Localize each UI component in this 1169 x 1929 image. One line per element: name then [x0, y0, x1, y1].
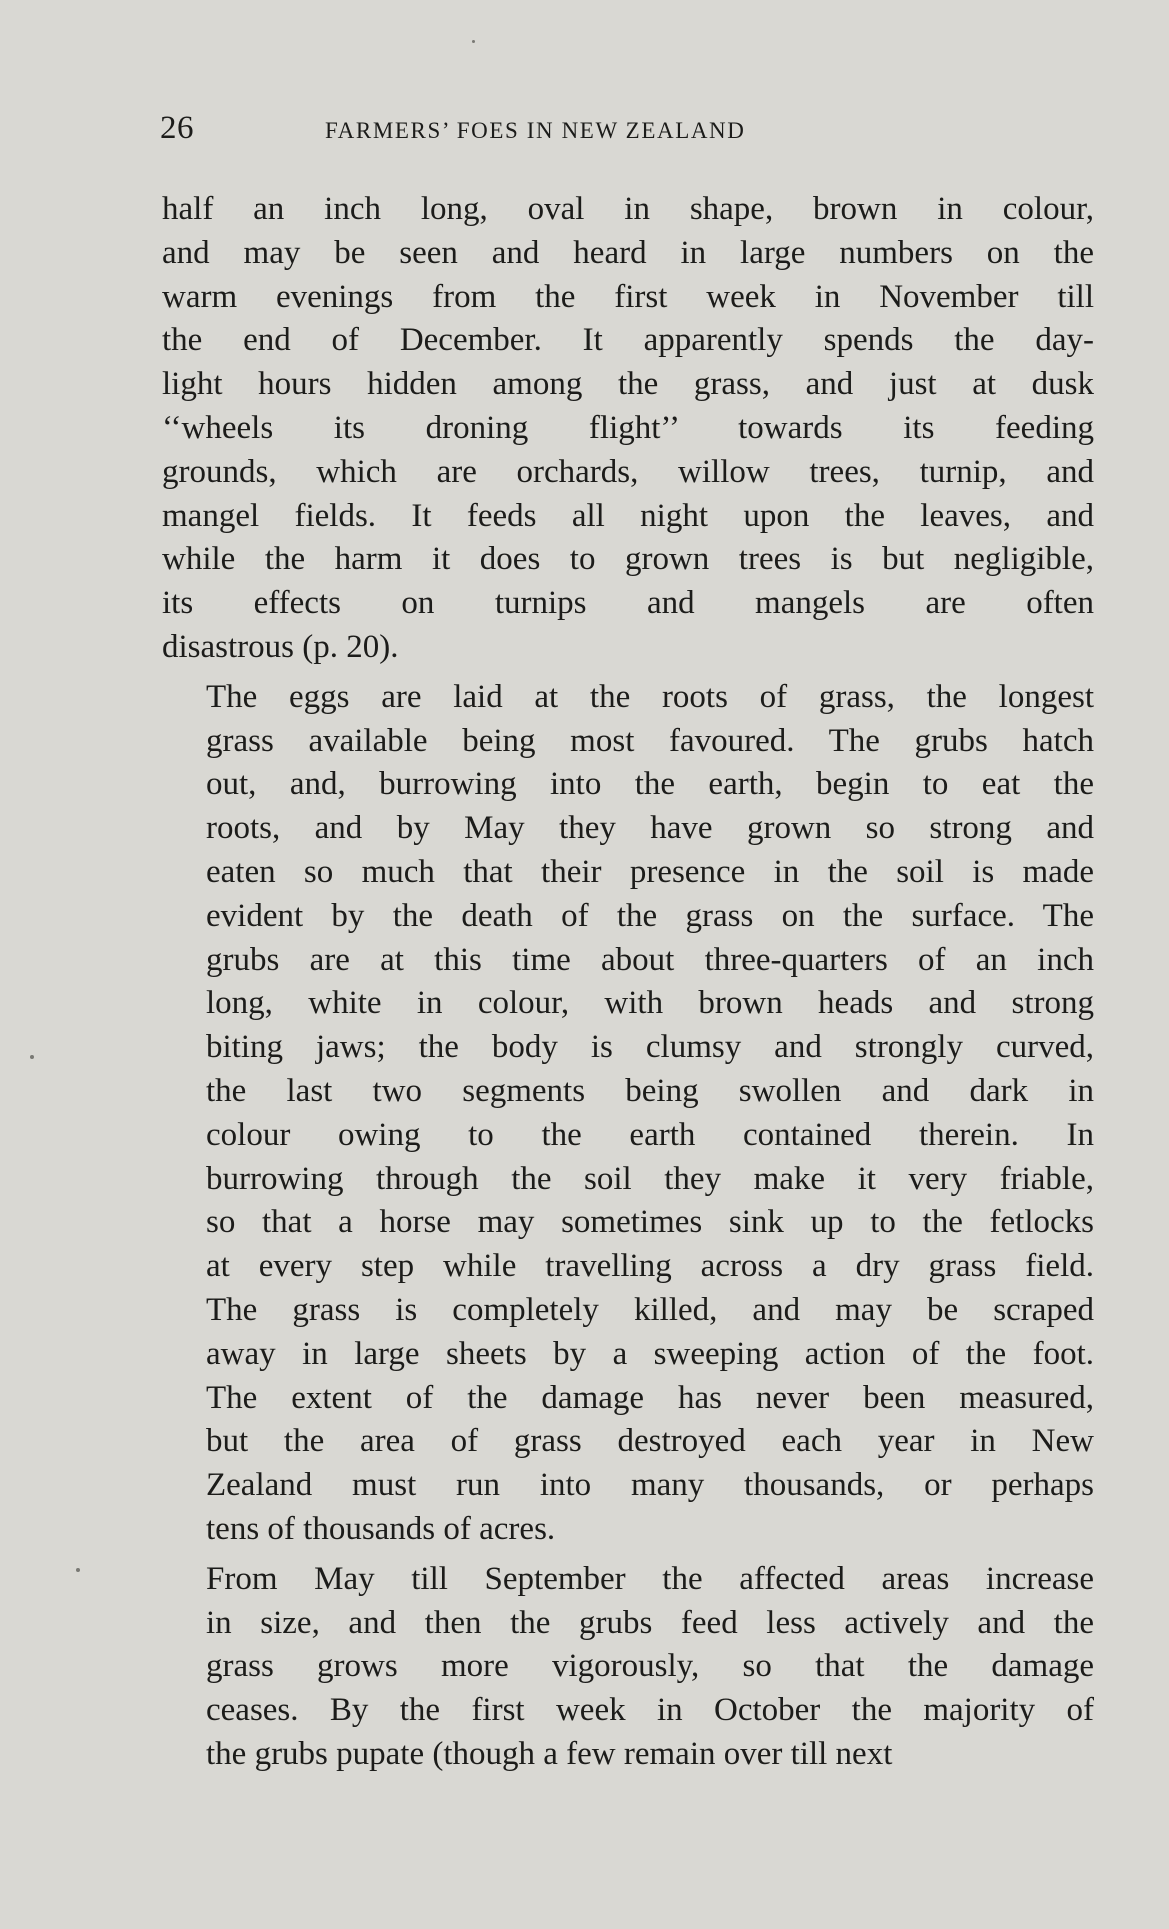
page-header — [160, 110, 920, 154]
text-line: grounds, which are orchards, willow trees, turnip, and — [162, 453, 1094, 490]
text-line: ‘‘wheels its droning flight’’ towards its feeding — [162, 409, 1094, 446]
text-line: while the harm it does to grown trees is but negligible, — [162, 541, 1094, 578]
text-line: its effects on turnips and mangels are often — [162, 585, 1094, 622]
text-line: out, and, burrowing into the earth, begin to eat the — [206, 766, 1094, 803]
text-line: tens of thousands of acres. — [206, 1510, 556, 1547]
text-line: the last two segments being swollen and dark in — [206, 1072, 1094, 1109]
paragraph-3 — [162, 1558, 1094, 1777]
text-line: The grass is completely killed, and may be scraped — [206, 1291, 1094, 1328]
text-line: roots, and by May they have grown so strong and — [206, 810, 1094, 847]
text-line: in size, and then the grubs feed less actively and the — [206, 1604, 1094, 1641]
text-line: The extent of the damage has never been measured, — [206, 1379, 1094, 1416]
text-line: grubs are at this time about three-quarters of an inch — [206, 941, 1094, 978]
paragraph-2 — [162, 676, 1094, 1552]
text-line: disastrous (p. 20). — [162, 628, 399, 665]
text-line: the end of December. It apparently spends the day- — [162, 322, 1094, 359]
text-line: evident by the death of the grass on the surface. The — [206, 897, 1094, 934]
text-line: The eggs are laid at the roots of grass, the longest — [206, 678, 1094, 715]
text-line: but the area of grass destroyed each year in New — [206, 1423, 1094, 1460]
text-line: burrowing through the soil they make it very friable, — [206, 1160, 1094, 1197]
text-line: grass available being most favoured. The grubs hatch — [206, 722, 1094, 759]
text-line: Zealand must run into many thousands, or perhaps — [206, 1467, 1094, 1504]
text-line: the grubs pupate (though a few remain over till next — [206, 1735, 893, 1772]
text-line: at every step while travelling across a dry grass field. — [206, 1248, 1094, 1285]
body-text — [162, 188, 1094, 1783]
page-speck — [30, 1055, 34, 1059]
text-line: half an inch long, oval in shape, brown in colour, — [162, 191, 1094, 227]
text-line: From May till September the affected areas increase — [206, 1560, 1094, 1597]
text-line: grass grows more vigorously, so that the damage — [206, 1648, 1094, 1685]
text-line: long, white in colour, with brown heads and strong — [206, 985, 1094, 1022]
text-line: and may be seen and heard in large numbers on the — [162, 234, 1094, 271]
page-speck — [472, 40, 475, 43]
paragraph-1 — [162, 188, 1094, 670]
text-line: eaten so much that their presence in the soil is made — [206, 853, 1094, 890]
page-number: 26 — [160, 110, 194, 146]
text-line: warm evenings from the first week in November till — [162, 278, 1094, 315]
page-speck — [76, 1568, 80, 1572]
text-line: away in large sheets by a sweeping action of the foot. — [206, 1335, 1094, 1372]
running-title: FARMERS’ FOES IN NEW ZEALAND — [325, 118, 746, 143]
text-line: so that a horse may sometimes sink up to the fetlocks — [206, 1204, 1094, 1241]
text-line: light hours hidden among the grass, and just at dusk — [162, 366, 1094, 403]
text-line: biting jaws; the body is clumsy and strongly curved, — [206, 1029, 1094, 1066]
text-line: colour owing to the earth contained therein. In — [206, 1116, 1094, 1153]
text-line: ceases. By the first week in October the majority of — [206, 1692, 1094, 1729]
text-line: mangel fields. It feeds all night upon the leaves, and — [162, 497, 1094, 534]
